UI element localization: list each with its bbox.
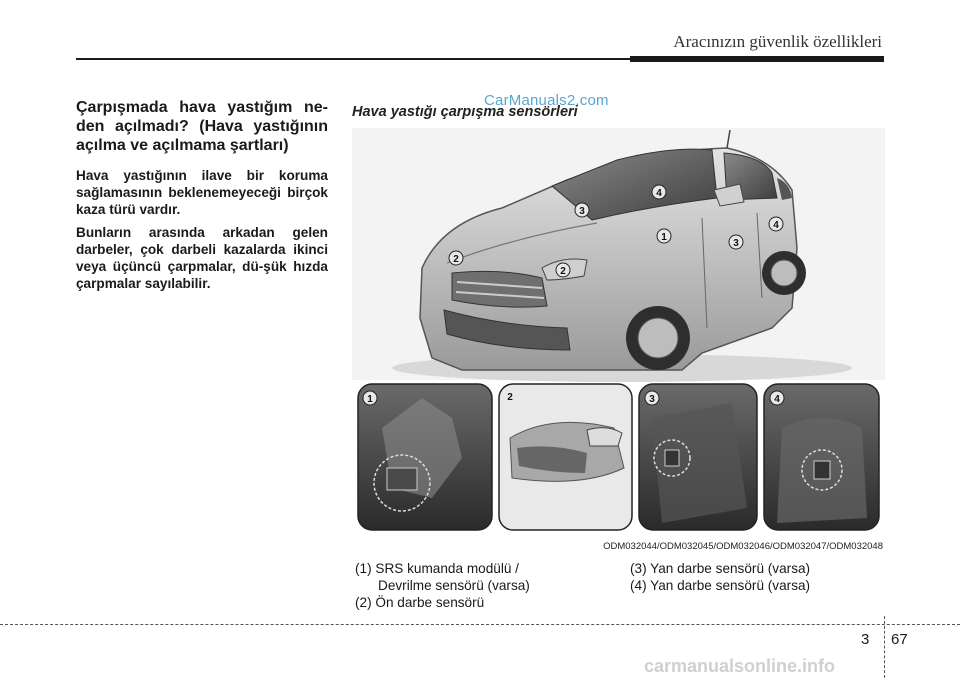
main-marker-3a-label: 3 (579, 206, 585, 217)
legend-right (630, 560, 885, 594)
main-marker-4b (769, 217, 783, 231)
legend-item-1-line-1: (1) SRS kumanda modülü / (355, 561, 519, 576)
running-header: Aracınızın güvenlik özellikleri (673, 32, 882, 51)
header-rule (76, 58, 884, 60)
section-heading: Çarpışmada hava yastığım ne-den açılmadı? (Hava yastığının açılma ve açılmama şartları) (76, 99, 328, 154)
main-marker-4a (652, 185, 666, 199)
body-paragraph-2: Bunların arasında arkadan gelen darbeler, çok darbeli kazalarda ikinci veya üçüncü çarpmalar, dü-şük hızda çarpmalar sayılabilir. (76, 225, 328, 291)
left-column (76, 98, 328, 298)
body-paragraph-1: Hava yastığının ilave bir koruma sağlamasının beklenemeyeceği birçok kaza türü vardır. (76, 168, 328, 217)
main-marker-4a-label: 4 (656, 188, 662, 199)
page-number: 67 (891, 631, 908, 648)
main-marker-4b-label: 4 (773, 220, 779, 231)
legend-item-3: (3) Yan darbe sensörü (varsa) (630, 561, 811, 576)
detail-panel-3 (639, 384, 757, 530)
legend-item-2: (2) Ön darbe sensörü (355, 595, 485, 610)
main-marker-3b (729, 235, 743, 249)
chapter-number: 3 (861, 631, 870, 648)
main-marker-1 (657, 229, 671, 243)
footer-watermark: carmanualsonline.info (644, 656, 836, 676)
watermark: CarManuals2.com (484, 92, 609, 109)
legend-left (355, 560, 615, 611)
main-marker-1-label: 1 (661, 232, 667, 243)
detail-panel-1 (358, 384, 492, 530)
main-marker-3b-label: 3 (733, 238, 739, 249)
detail-panel-2 (499, 384, 632, 530)
detail-marker-2-label: 2 (507, 392, 513, 403)
main-marker-2a (449, 251, 463, 265)
sensor-figure (352, 128, 885, 555)
car-illustration (352, 128, 885, 382)
detail-panel-4 (764, 384, 879, 530)
figure-title: Hava yastığı çarpışma sensörleri (352, 104, 578, 120)
main-marker-3a (575, 203, 589, 217)
footer-vertical-rule (884, 616, 885, 678)
legend-item-1-line-2: Devrilme sensörü (varsa) (378, 578, 530, 593)
main-marker-2b (556, 263, 570, 277)
detail-marker-4-label: 4 (774, 394, 780, 405)
figure-code: ODM032044/ODM032045/ODM032046/ODM032047/ODM032048 (603, 541, 883, 552)
detail-marker-1-label: 1 (367, 394, 373, 405)
legend-item-4: (4) Yan darbe sensörü (varsa) (630, 578, 811, 593)
main-marker-2a-label: 2 (453, 254, 459, 265)
detail-marker-3-label: 3 (649, 394, 655, 405)
main-marker-2b-label: 2 (560, 266, 566, 277)
footer-rule (0, 624, 960, 625)
